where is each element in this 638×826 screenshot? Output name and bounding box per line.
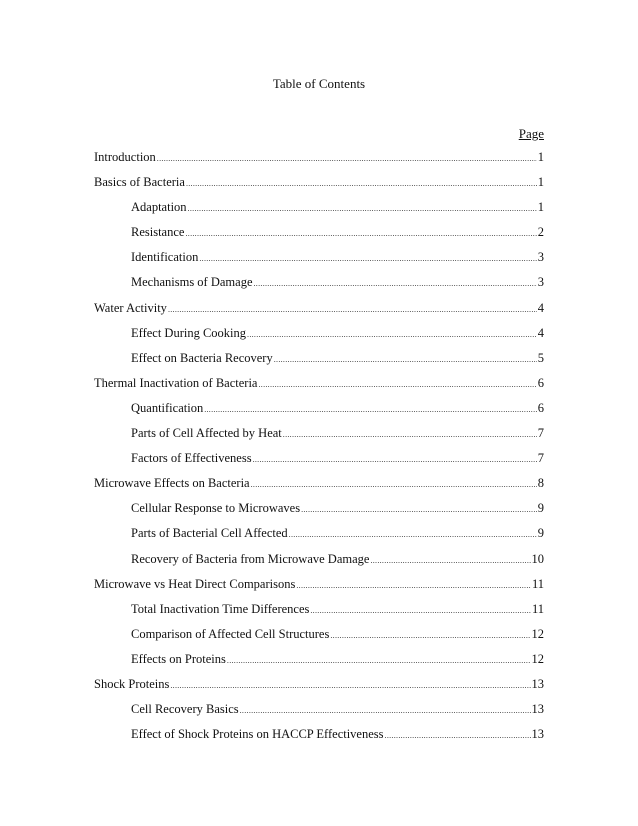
dot-leader [253, 452, 537, 467]
toc-entry-label: Recovery of Bacteria from Microwave Damage [131, 551, 370, 566]
toc-entry-page: 10 [531, 551, 544, 566]
toc-subentry[interactable] [94, 627, 544, 652]
toc-subentry[interactable] [94, 275, 544, 300]
dot-leader [258, 377, 536, 392]
toc-entry-page: 13 [531, 727, 544, 742]
toc-entry[interactable] [94, 175, 544, 200]
toc-entry[interactable] [94, 150, 544, 175]
toc-entry-page: 4 [537, 300, 544, 315]
toc-subentry[interactable] [94, 326, 544, 351]
toc-entry-page: 13 [531, 702, 544, 717]
dot-leader [170, 678, 530, 693]
toc-entry-page: 1 [537, 175, 544, 190]
dot-leader [188, 201, 537, 216]
toc-entry-label: Microwave vs Heat Direct Comparisons [94, 576, 296, 591]
dot-leader [301, 502, 537, 517]
toc-subentry[interactable] [94, 451, 544, 476]
toc-subentry[interactable] [94, 727, 544, 752]
toc-entry-page: 9 [537, 526, 544, 541]
toc-entry-page: 3 [537, 275, 544, 290]
dot-leader [157, 151, 537, 166]
toc-subentry[interactable] [94, 351, 544, 376]
toc-subentry[interactable] [94, 426, 544, 451]
toc-subentry[interactable] [94, 225, 544, 250]
toc-entries [94, 150, 544, 752]
toc-entry-label: Cell Recovery Basics [131, 702, 239, 717]
toc-entry-label: Effect on Bacteria Recovery [131, 350, 273, 365]
toc-entry-label: Effect During Cooking [131, 325, 247, 340]
dot-leader [385, 728, 531, 743]
toc-subentry[interactable] [94, 250, 544, 275]
toc-entry-label: Factors of Effectiveness [131, 451, 252, 466]
dot-leader [330, 628, 530, 643]
toc-entry-page: 11 [531, 601, 544, 616]
toc-entry-page: 11 [531, 576, 544, 591]
toc-subentry[interactable] [94, 526, 544, 551]
dot-leader [251, 477, 537, 492]
toc-entry-page: 3 [537, 250, 544, 265]
toc-entry-label: Identification [131, 250, 199, 265]
dot-leader [199, 251, 536, 266]
toc-entry-label: Parts of Bacterial Cell Affected [131, 526, 288, 541]
dot-leader [247, 327, 537, 342]
toc-entry-label: Adaptation [131, 200, 187, 215]
dot-leader [168, 302, 537, 317]
toc-entry-page: 5 [537, 350, 544, 365]
toc-entry-label: Microwave Effects on Bacteria [94, 476, 250, 491]
dot-leader [204, 402, 537, 417]
toc-entry-page: 8 [537, 476, 544, 491]
toc-entry[interactable] [94, 476, 544, 501]
toc-entry-label: Effects on Proteins [131, 651, 226, 666]
toc-entry-page: 7 [537, 426, 544, 441]
toc-entry-page: 12 [531, 626, 544, 641]
toc-entry-label: Thermal Inactivation of Bacteria [94, 375, 258, 390]
toc-entry-label: Effect of Shock Proteins on HACCP Effectiveness [131, 727, 384, 742]
dot-leader [274, 352, 537, 367]
page-column-heading: Page [518, 126, 544, 141]
toc-entry-page: 12 [531, 651, 544, 666]
dot-leader [296, 578, 531, 593]
dot-leader [240, 703, 531, 718]
toc-entry-label: Resistance [131, 225, 185, 240]
toc-entry-label: Shock Proteins [94, 676, 170, 691]
dot-leader [310, 603, 531, 618]
toc-entry-page: 9 [537, 501, 544, 516]
toc-entry-page: 1 [537, 150, 544, 164]
dot-leader [289, 527, 537, 542]
toc-entry-page: 2 [537, 225, 544, 240]
toc-entry-label: Basics of Bacteria [94, 175, 185, 190]
toc-entry-label: Quantification [131, 400, 204, 415]
toc-entry-page: 6 [537, 400, 544, 415]
toc-entry[interactable] [94, 677, 544, 702]
toc-entry-label: Comparison of Affected Cell Structures [131, 626, 330, 641]
dot-leader [254, 276, 537, 291]
toc-entry-label: Cellular Response to Microwaves [131, 501, 301, 516]
dot-leader [186, 176, 537, 191]
toc-subentry[interactable] [94, 552, 544, 577]
toc-subentry[interactable] [94, 702, 544, 727]
toc-entry-page: 7 [537, 451, 544, 466]
toc-entry-page: 6 [537, 375, 544, 390]
dot-leader [283, 427, 537, 442]
toc-entry-page: 13 [531, 676, 544, 691]
toc-entry-label: Parts of Cell Affected by Heat [131, 426, 282, 441]
toc-subentry[interactable] [94, 602, 544, 627]
toc-entry[interactable] [94, 376, 544, 401]
toc-entry-page: 4 [537, 325, 544, 340]
toc-subentry[interactable] [94, 501, 544, 526]
toc-title: Table of Contents [272, 76, 366, 91]
toc-entry[interactable] [94, 577, 544, 602]
toc-entry-label: Water Activity [94, 300, 167, 315]
dot-leader [185, 226, 536, 241]
toc-entry[interactable] [94, 301, 544, 326]
dot-leader [370, 553, 530, 568]
toc-entry-page: 1 [537, 200, 544, 215]
toc-entry-label: Total Inactivation Time Differences [131, 601, 310, 616]
toc-subentry[interactable] [94, 200, 544, 225]
toc-entry-label: Introduction [94, 150, 156, 164]
toc-subentry[interactable] [94, 652, 544, 677]
dot-leader [227, 653, 531, 668]
toc-subentry[interactable] [94, 401, 544, 426]
toc-entry-label: Mechanisms of Damage [131, 275, 253, 290]
